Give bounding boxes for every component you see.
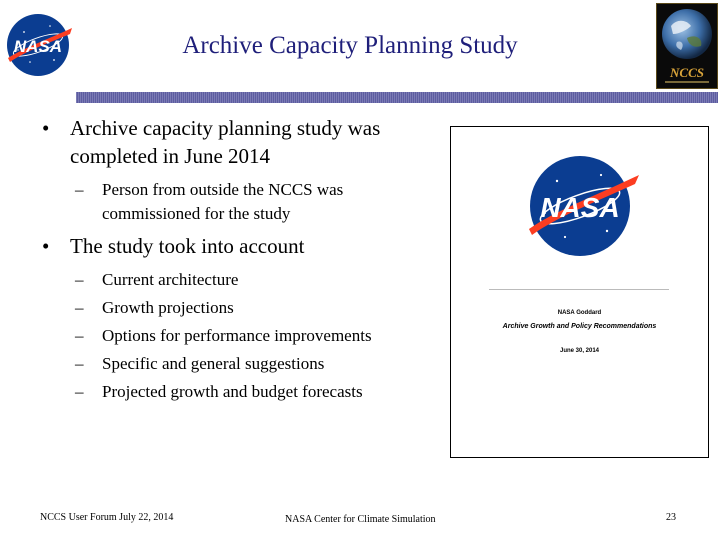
sub-bullet-current-architecture: – Current architecture bbox=[30, 268, 440, 292]
sub-bullet-suggestions: – Specific and general suggestions bbox=[30, 352, 440, 376]
report-title: Archive Growth and Policy Recommendations bbox=[502, 323, 657, 330]
nasa-logo-text: NASA bbox=[13, 37, 63, 56]
report-organization: NASA Goddard bbox=[557, 310, 602, 316]
bullet-study-scope: • The study took into account bbox=[30, 232, 440, 260]
footer-organization: NASA Center for Climate Simulation bbox=[285, 514, 436, 525]
bullet-study-completed: • Archive capacity planning study was completed in June 2014 bbox=[30, 114, 440, 170]
report-divider bbox=[489, 289, 669, 290]
title-rule-bar bbox=[76, 92, 718, 103]
sub-bullet-growth-projections: – Growth projections bbox=[30, 296, 440, 320]
page-number: 23 bbox=[666, 512, 676, 523]
nccs-logo bbox=[656, 3, 718, 89]
sub-bullets-study-completed bbox=[30, 178, 440, 226]
report-date: June 30, 2014 bbox=[559, 348, 600, 354]
nccs-logo-text: NCCS bbox=[670, 65, 704, 80]
report-nasa-logo bbox=[519, 151, 641, 261]
sub-bullet-budget-forecasts: – Projected growth and budget forecasts bbox=[30, 380, 440, 404]
slide-title: Archive Capacity Planning Study bbox=[182, 32, 518, 59]
report-cover-thumbnail bbox=[450, 126, 709, 458]
sub-bullet-consultant: – Person from outside the NCCS was commissioned for the study bbox=[30, 178, 440, 226]
sub-bullets-study-scope bbox=[30, 268, 440, 404]
bullet-content bbox=[30, 114, 440, 410]
nasa-logo bbox=[2, 12, 76, 78]
footer-event: NCCS User Forum July 22, 2014 bbox=[40, 512, 174, 523]
report-logo-text: NASA bbox=[540, 192, 620, 223]
sub-bullet-performance-options: – Options for performance improvements bbox=[30, 324, 440, 348]
